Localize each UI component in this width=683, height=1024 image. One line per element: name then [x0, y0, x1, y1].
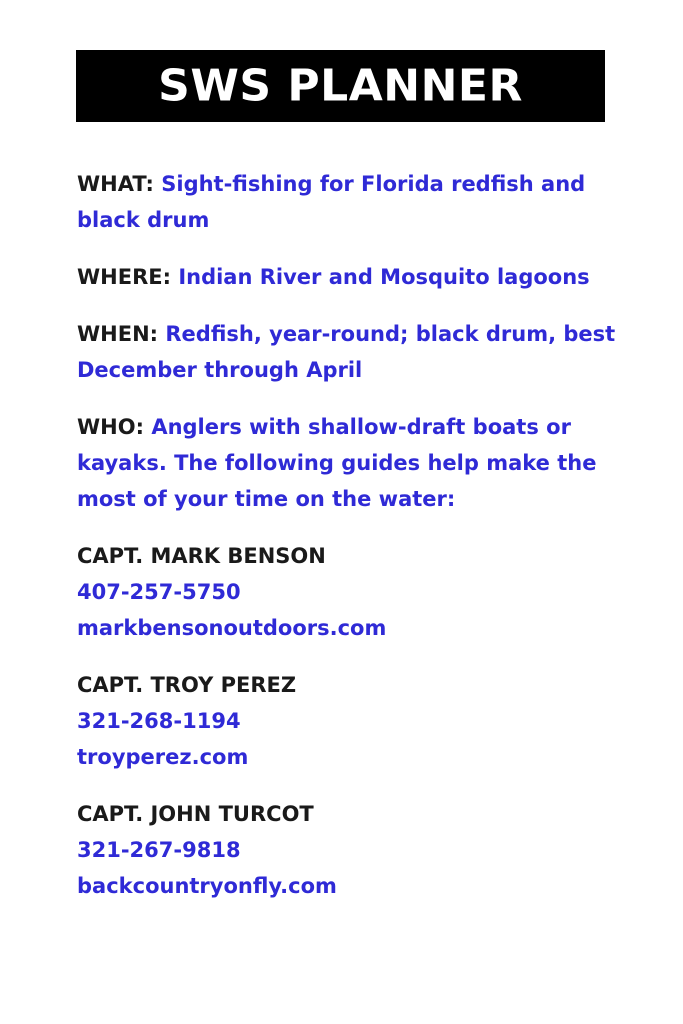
guide-entry — [77, 538, 637, 646]
section-value-where: Indian River and Mosquito lagoons — [178, 265, 590, 289]
guide-name: CAPT. TROY PEREZ — [77, 673, 297, 697]
guide-phone-link[interactable]: 407-257-5750 — [77, 580, 241, 604]
guide-phone-link[interactable]: 321-268-1194 — [77, 709, 241, 733]
section-where — [77, 259, 637, 295]
guide-entry — [77, 667, 637, 775]
guide-website-link[interactable]: troyperez.com — [77, 745, 249, 769]
section-value-who: Anglers with shallow-draft boats or kayaks. The following guides help make the most of your time on the water: — [77, 415, 597, 511]
guide-phone-link[interactable]: 321-267-9818 — [77, 838, 241, 862]
section-when — [77, 316, 637, 388]
section-label-what: WHAT: — [77, 172, 154, 196]
section-value-what: Sight-fishing for Florida redfish and black drum — [77, 172, 586, 232]
section-label-where: WHERE: — [77, 265, 171, 289]
section-value-when: Redfish, year-round; black drum, best December through April — [77, 322, 616, 382]
guide-name: CAPT. MARK BENSON — [77, 544, 326, 568]
planner-content — [77, 166, 637, 925]
page-title: SWS PLANNER — [158, 60, 523, 112]
title-banner — [76, 50, 605, 122]
section-what — [77, 166, 637, 238]
section-label-who: WHO: — [77, 415, 144, 439]
section-label-when: WHEN: — [77, 322, 159, 346]
section-who — [77, 409, 637, 517]
guide-website-link[interactable]: backcountryonfly.com — [77, 874, 337, 898]
guide-name: CAPT. JOHN TURCOT — [77, 802, 314, 826]
guide-website-link[interactable]: markbensonoutdoors.com — [77, 616, 387, 640]
guide-entry — [77, 796, 637, 904]
